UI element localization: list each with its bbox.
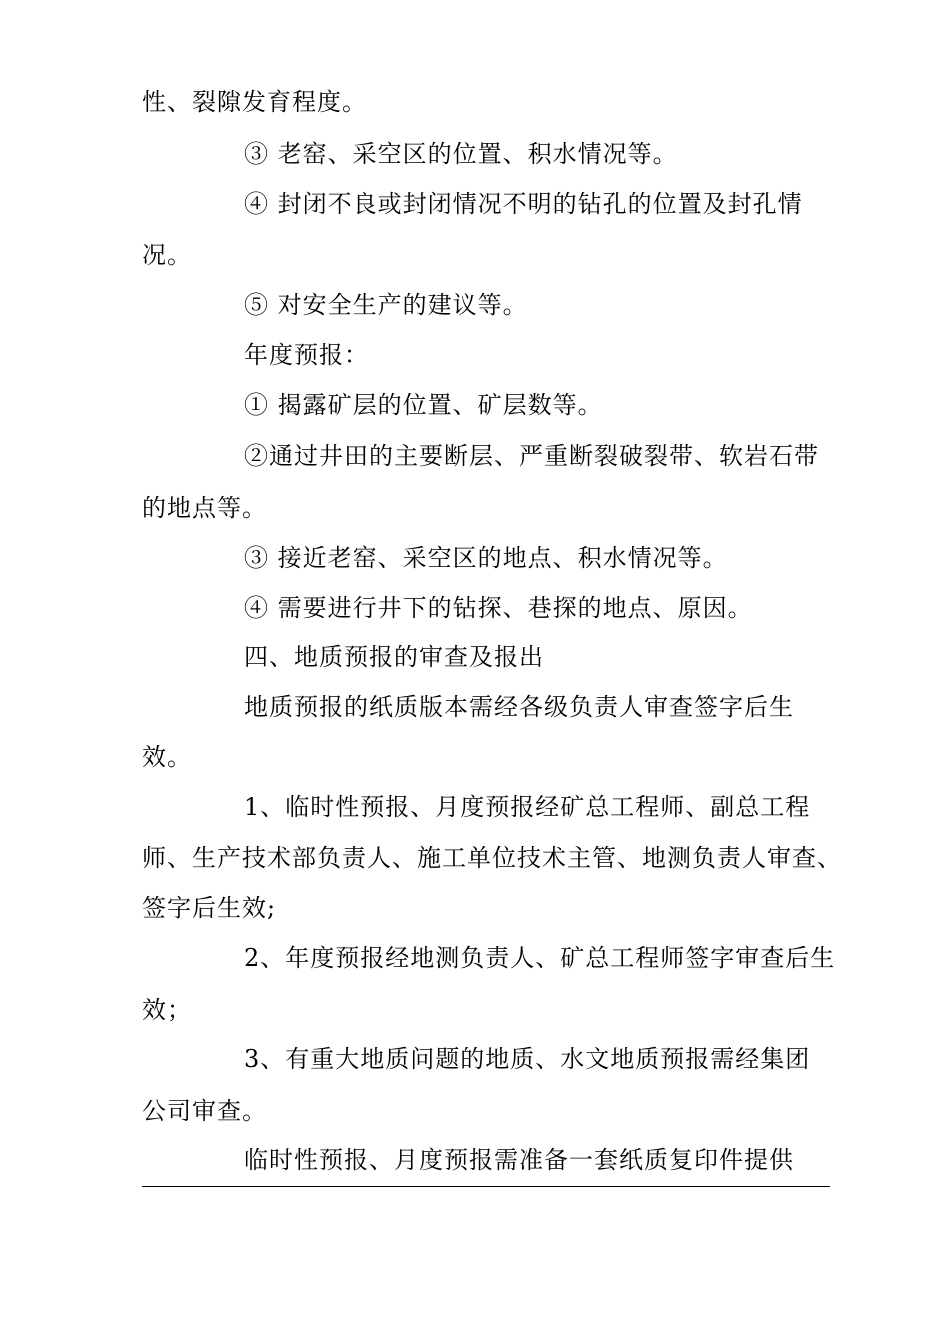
text-line: 效； — [142, 996, 192, 1024]
footer-rule — [142, 1186, 830, 1187]
text-line: ⑤ 对安全生产的建议等。 — [244, 291, 528, 319]
text-line: 3、有重大地质问题的地质、水文地质预报需经集团 — [244, 1045, 811, 1073]
text-line: 年度预报： — [244, 341, 369, 369]
text-line: ③ 接近老窑、采空区的地点、积水情况等。 — [244, 544, 728, 572]
text-line: ④ 需要进行井下的钻探、巷探的地点、原因。 — [244, 594, 753, 622]
text-line: 师、生产技术部负责人、施工单位技术主管、地测负责人审查、 — [142, 844, 842, 872]
section-heading: 四、地质预报的审查及报出 — [244, 643, 544, 671]
text-line: ④ 封闭不良或封闭情况不明的钻孔的位置及封孔情 — [244, 190, 803, 218]
text-line: 地质预报的纸质版本需经各级负责人审查签字后生 — [244, 693, 794, 721]
text-line: 1、临时性预报、月度预报经矿总工程师、副总工程 — [244, 793, 811, 821]
text-line: 2、年度预报经地测负责人、矿总工程师签字审查后生 — [244, 944, 836, 972]
text-line: ③ 老窑、采空区的位置、积水情况等。 — [244, 140, 678, 168]
text-line: 况。 — [142, 241, 192, 269]
text-line: 性、裂隙发育程度。 — [142, 88, 367, 116]
text-line: 签字后生效; — [142, 894, 277, 922]
text-line: 的地点等。 — [142, 494, 267, 522]
text-line: ②通过井田的主要断层、严重断裂破裂带、软岩石带 — [244, 442, 819, 470]
text-line: 效。 — [142, 743, 192, 771]
text-line: 临时性预报、月度预报需准备一套纸质复印件提供 — [244, 1146, 794, 1174]
text-line: 公司审查。 — [142, 1097, 267, 1125]
text-line: ① 揭露矿层的位置、矿层数等。 — [244, 391, 603, 419]
